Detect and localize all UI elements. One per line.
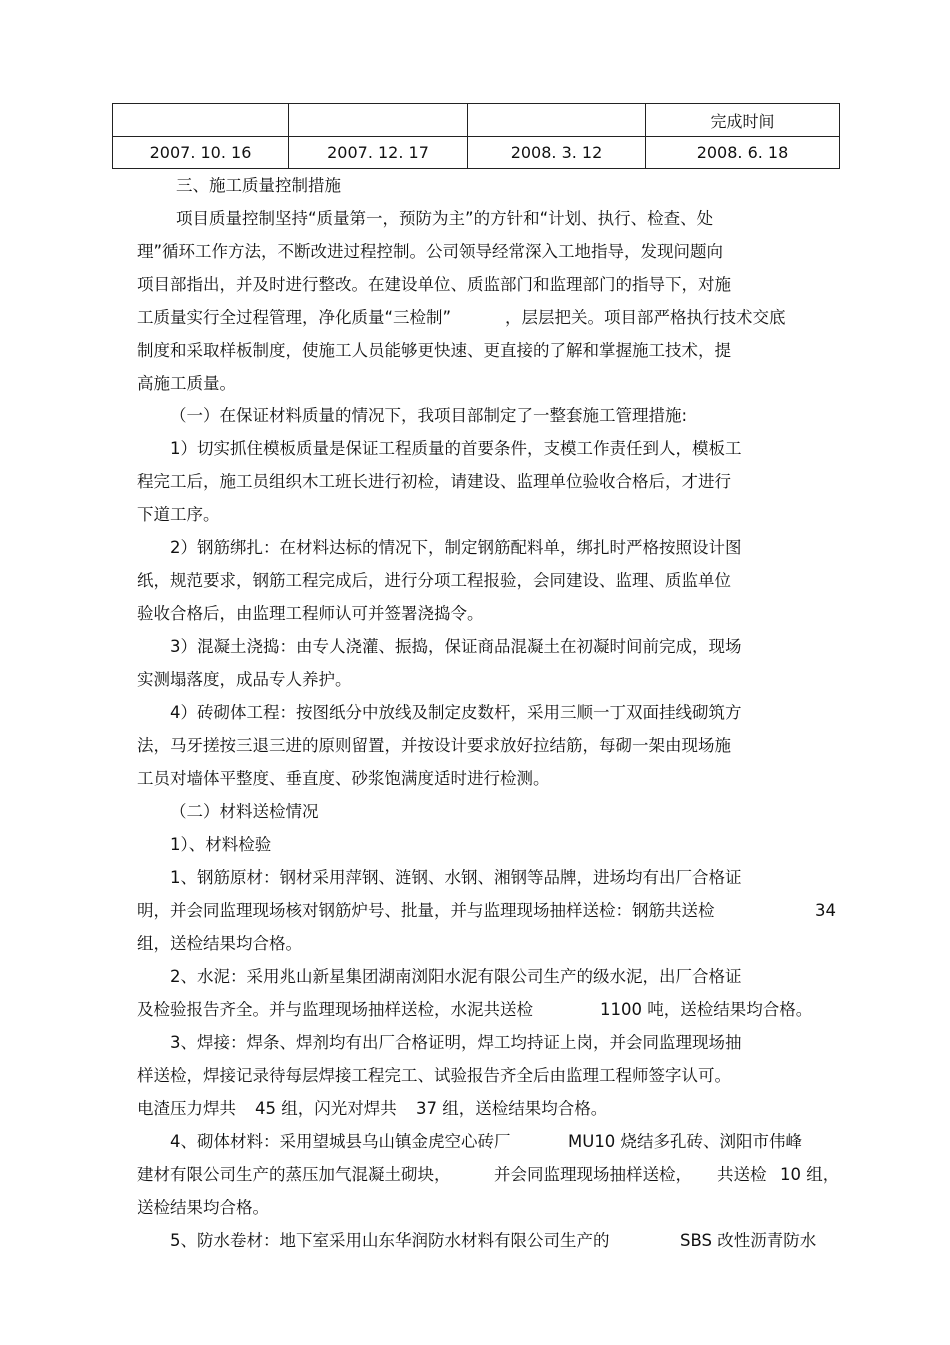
table-cell-completion-time: 完成时间: [646, 104, 840, 137]
m4-line-2d: 10 组，: [780, 1165, 840, 1184]
item1-line-2: 程完工后，施工员组织木工班长进行初检，请建设、监理单位验收合格后，才进行: [137, 472, 731, 491]
item4-line-2: 法，马牙搓按三退三进的原则留置，并按设计要求放好拉结筋，每砌一架由现场施: [137, 736, 731, 755]
m3-line-2: 样送检，焊接记录待每层焊接工程完工、试验报告齐全后由监理工程师签字认可。: [137, 1066, 731, 1085]
m4-line-2c: 共送检: [717, 1165, 767, 1184]
m4-line-1b: MU10 烧结多孔砖、浏阳市伟峰: [568, 1132, 803, 1151]
item1-line-1: 1）切实抓住模板质量是保证工程质量的首要条件，支模工作责任到人，模板工: [170, 439, 742, 458]
intro-line-4b: ，层层把关。项目部严格执行技术交底: [505, 308, 786, 327]
item2-line-2: 纸，规范要求，钢筋工程完成后，进行分项工程报验，会同建设、监理、质监单位: [137, 571, 731, 590]
table-cell-date: 2007. 10. 16: [113, 137, 289, 169]
item2-line-1: 2）钢筋绑扎：在材料达标的情况下，制定钢筋配料单，绑扎时严格按照设计图: [170, 538, 742, 557]
intro-line-4a: 工质量实行全过程管理，净化质量“三检制”: [137, 308, 452, 327]
intro-line-3: 项目部指出，并及时进行整改。在建设单位、质监部门和监理部门的指导下，对施: [137, 275, 731, 294]
item4-line-1: 4）砖砌体工程：按图纸分中放线及制定皮数杆，采用三顺一丁双面挂线砌筑方: [170, 703, 742, 722]
m2-line-1: 2、水泥：采用兆山新星集团湖南浏阳水泥有限公司生产的级水泥，出厂合格证: [170, 967, 742, 986]
table-cell: [113, 104, 289, 137]
m3-line-3c: 37 组，送检结果均合格。: [416, 1099, 608, 1118]
sub2-title: （二）材料送检情况: [170, 802, 319, 821]
m5-line-1b: SBS 改性沥青防水: [680, 1231, 817, 1250]
m4-line-3: 送检结果均合格。: [137, 1198, 269, 1217]
table-header-row: [113, 104, 840, 137]
item2-line-3: 验收合格后，由监理工程师认可并签署浇捣令。: [137, 604, 484, 623]
section-title: 三、施工质量控制措施: [176, 176, 341, 195]
m3-line-1: 3、焊接：焊条、焊剂均有出厂合格证明，焊工均持证上岗，并会同监理现场抽: [170, 1033, 742, 1052]
m1-line-1: 1、钢筋原材：钢材采用萍钢、涟钢、水钢、湘钢等品牌，进场均有出厂合格证: [170, 868, 742, 887]
intro-line-6: 高施工质量。: [137, 374, 236, 393]
m3-line-3a: 电渣压力焊共: [137, 1099, 236, 1118]
m3-line-3b: 45 组，闪光对焊共: [255, 1099, 397, 1118]
m2-line-2b: 1100 吨，送检结果均合格。: [600, 1000, 813, 1019]
intro-line-1: 项目质量控制坚持“质量第一，预防为主”的方针和“计划、执行、检查、处: [176, 209, 714, 228]
m4-line-2b: 并会同监理现场抽样送检，: [494, 1165, 692, 1184]
schedule-table: [112, 103, 840, 169]
intro-line-5: 制度和采取样板制度，使施工人员能够更快速、更直接的了解和掌握施工技术，提: [137, 341, 731, 360]
table-cell: [289, 104, 468, 137]
item3-line-2: 实测塌落度，成品专人养护。: [137, 670, 352, 689]
sub1-title: （一）在保证材料质量的情况下，我项目部制定了一整套施工管理措施:: [170, 406, 688, 425]
m2-line-2a: 及检验报告齐全。并与监理现场抽样送检，水泥共送检: [137, 1000, 533, 1019]
m1-count: 34: [815, 901, 836, 920]
table-cell: [468, 104, 646, 137]
m1-line-2: 明，并会同监理现场核对钢筋炉号、批量，并与监理现场抽样送检：钢筋共送检: [137, 901, 715, 920]
m4-line-2a: 建材有限公司生产的蒸压加气混凝土砌块，: [137, 1165, 451, 1184]
intro-line-2: 理”循环工作方法，不断改进过程控制。公司领导经常深入工地指导，发现问题向: [137, 242, 724, 261]
table-cell-date: 2007. 12. 17: [289, 137, 468, 169]
item3-line-1: 3）混凝土浇捣：由专人浇灌、振捣，保证商品混凝土在初凝时间前完成，现场: [170, 637, 742, 656]
item1-line-3: 下道工序。: [137, 505, 220, 524]
m5-line-1a: 5、防水卷材：地下室采用山东华润防水材料有限公司生产的: [170, 1231, 610, 1250]
sub2-item: 1）、材料检验: [170, 835, 272, 854]
m4-line-1a: 4、砌体材料：采用望城县乌山镇金虎空心砖厂: [170, 1132, 511, 1151]
item4-line-3: 工员对墙体平整度、垂直度、砂浆饱满度适时进行检测。: [137, 769, 550, 788]
table-cell-date: 2008. 3. 12: [468, 137, 646, 169]
table-row: [113, 137, 840, 169]
table-cell-date: 2008. 6. 18: [646, 137, 840, 169]
m1-line-3: 组，送检结果均合格。: [137, 934, 302, 953]
